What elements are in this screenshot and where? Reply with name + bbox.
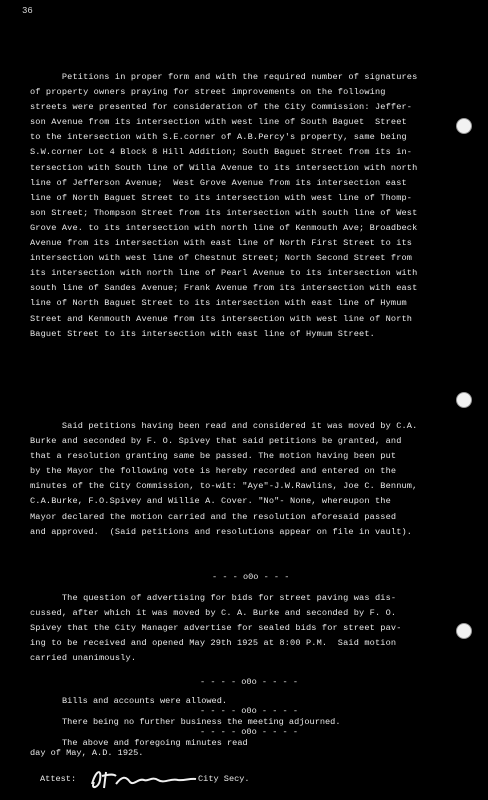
punch-hole-middle [456, 392, 472, 408]
motion-paragraph [30, 419, 450, 540]
text-line: streets were presented for consideration of the City Commission: Jeffer- [30, 102, 413, 113]
adjourn-line: There being no further business the meeting adjourned. [62, 717, 341, 727]
approval-line: The above and foregoing minutes read [62, 738, 248, 748]
bids-paragraph [30, 591, 450, 666]
text-line: Avenue from its intersection with east line of North First Street to its [30, 238, 413, 249]
attest-label: Attest: [40, 774, 77, 784]
text-line: Said petitions having been read and considered it was moved by C.A. [30, 421, 418, 431]
page-number: 36 [22, 6, 33, 16]
text-line: C.A.Burke, F.O.Spivey and Willie A. Cover. "No"- None, whereupon the [30, 496, 391, 507]
text-line: that a resolution granting same be passed. The motion having been put [30, 451, 397, 462]
text-line: tersection with South line of Willa Avenue to its intersection with north [30, 162, 418, 173]
text-line: line of Jefferson Avenue; West Grove Avenue from its intersection east [30, 177, 407, 188]
text-line: Burke and seconded by F. O. Spivey that said petitions be granted, and [30, 436, 402, 447]
text-line: intersection with west line of Chestnut Street; North Second Street from [30, 253, 413, 264]
petition-paragraph [30, 70, 450, 342]
text-line: Mayor declared the motion carried and the resolution aforesaid passed [30, 511, 397, 522]
city-secretary-title: City Secy. [198, 774, 250, 784]
text-line: Petitions in proper form and with the required number of signatures [30, 72, 418, 82]
text-line: S.W.corner Lot 4 Block 8 Hill Addition; South Baguet Street from its in- [30, 147, 413, 158]
text-line: Street and Kenmouth Avenue from its intersection with west line of North [30, 313, 413, 324]
text-line: and approved. (Said petitions and resolutions appear on file in vault). [30, 526, 413, 537]
separator: - - - - o0o - - - - [200, 727, 298, 737]
text-line: son Street; Thompson Street from its intersection with south line of West [30, 207, 418, 218]
separator: - - - - o0o - - - - [200, 677, 298, 687]
text-line: south line of Sandes Avenue; Frank Avenue from its intersection with east [30, 283, 418, 294]
text-line: Grove Ave. to its intersection with north line of Kenmouth Ave; Broadbeck [30, 222, 418, 233]
text-line: line of North Baguet Street to its intersection with west line of Thomp- [30, 192, 413, 203]
signature-block [40, 770, 380, 792]
approval-date-line: day of May, A.D. 1925. [30, 748, 144, 758]
punch-hole-top [456, 118, 472, 134]
text-line: son Avenue from its intersection with west line of South Baguet Street [30, 117, 407, 128]
text-line: carried unanimously. [30, 653, 137, 664]
punch-hole-bottom [456, 623, 472, 639]
separator: - - - - o0o - - - - [200, 706, 298, 716]
bills-line: Bills and accounts were allowed. [62, 696, 228, 706]
text-line: its intersection with north line of Pearl Avenue to its intersection with [30, 268, 418, 279]
text-line: cussed, after which it was moved by C. A. Burke and seconded by F. O. [30, 608, 397, 619]
text-line: line of North Baguet Street to its intersection with east line of Hymum [30, 298, 407, 309]
text-line: ing to be received and opened May 29th 1925 at 8:00 P.M. Said motion [30, 638, 397, 649]
text-line: by the Mayor the following vote is hereby recorded and entered on the [30, 466, 397, 477]
text-line: minutes of the City Commission, to-wit: "Aye"-J.W.Rawlins, Joe C. Bennum, [30, 481, 418, 492]
text-line: to the intersection with S.E.corner of A.B.Percy's property, same being [30, 132, 407, 143]
separator: - - - o0o - - - [212, 572, 290, 582]
text-line: The question of advertising for bids for street paving was dis- [30, 593, 397, 603]
text-line: Baguet Street to its intersection with east line of Hymum Street. [30, 328, 375, 339]
text-line: Spivey that the City Manager advertise for sealed bids for street pav- [30, 623, 402, 634]
text-line: of property owners praying for street improvements on the following [30, 87, 386, 98]
handwritten-signature [86, 766, 198, 792]
